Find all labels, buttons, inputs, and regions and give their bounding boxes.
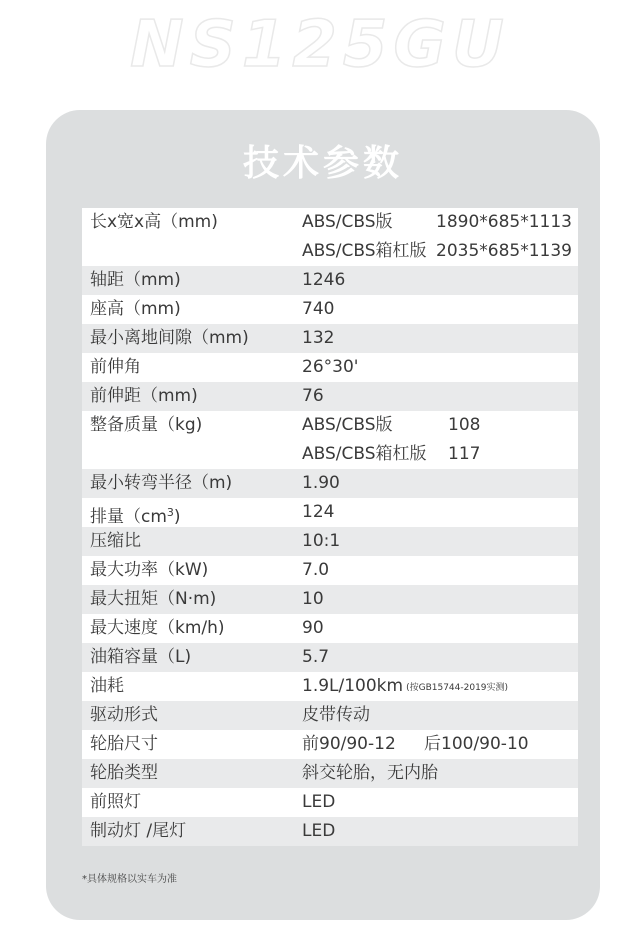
row-value: 10	[302, 589, 324, 609]
measurement-note: (按GB15744-2019实测)	[406, 683, 509, 693]
row-value: ABS/CBS箱杠版	[302, 241, 427, 261]
table-row	[82, 324, 578, 353]
row-value-2: 后100/90-10	[424, 734, 529, 754]
table-row	[82, 730, 578, 759]
row-label: 油耗	[90, 676, 124, 696]
table-row	[82, 643, 578, 672]
table-row	[82, 266, 578, 295]
row-value: 132	[302, 328, 335, 348]
row-value: 前90/90-12	[302, 734, 396, 754]
table-row	[82, 237, 578, 266]
row-value-2: 1890*685*1113	[436, 212, 572, 232]
row-label: 排量$(cm^3)$	[90, 506, 181, 527]
row-label: 前照灯	[90, 792, 141, 812]
row-value: 740	[302, 299, 335, 319]
table-row	[82, 353, 578, 382]
row-value: 1246	[302, 270, 346, 290]
row-label: 长x宽x高（mm)	[90, 212, 218, 232]
table-row	[82, 614, 578, 643]
row-label: 最小离地间隙（mm)	[90, 328, 249, 348]
table-row	[82, 382, 578, 411]
row-label: 最大功率（kW)	[90, 560, 209, 580]
row-label: 最大扭矩（N·m)	[90, 589, 217, 609]
page-title: 技术参数	[242, 143, 403, 184]
table-row	[82, 498, 578, 527]
row-label: 整备质量（kg)	[90, 415, 203, 435]
row-value: 皮带传动	[302, 705, 370, 725]
table-row	[82, 701, 578, 730]
row-label: 压缩比	[90, 531, 141, 551]
row-value: ABS/CBS箱杠版	[302, 444, 427, 464]
row-value: LED	[302, 792, 336, 812]
table-row	[82, 411, 578, 440]
table-row	[82, 469, 578, 498]
row-label: 驱动形式	[90, 705, 158, 725]
row-label: 前伸距（mm)	[90, 386, 198, 406]
row-value-2: 2035*685*1139	[436, 241, 572, 261]
footnote: *具体规格以实车为准	[82, 874, 177, 885]
row-value: 124	[302, 502, 335, 522]
row-label: 座高（mm)	[90, 299, 181, 319]
table-row	[82, 759, 578, 788]
row-label: 轮胎尺寸	[90, 734, 158, 754]
table-row	[82, 585, 578, 614]
brand-logo: NS125GU	[130, 8, 510, 82]
row-value: 斜交轮胎，无内胎	[302, 763, 438, 783]
row-label: 轴距（mm)	[90, 270, 181, 290]
row-value: 90	[302, 618, 324, 638]
row-value: 5.7	[302, 647, 330, 667]
row-value: 1.90	[302, 473, 340, 493]
row-label: 轮胎类型	[90, 763, 158, 783]
table-row	[82, 295, 578, 324]
table-row	[82, 817, 578, 846]
spec-card	[46, 110, 600, 920]
row-value: 76	[302, 386, 324, 406]
table-row	[82, 440, 578, 469]
table-row	[82, 672, 578, 701]
row-value: LED	[302, 821, 336, 841]
table-row	[82, 527, 578, 556]
row-label: 前伸角	[90, 357, 141, 377]
row-label: 最大速度（km/h)	[90, 618, 225, 638]
row-value-2: 108	[448, 415, 481, 435]
table-row	[82, 556, 578, 585]
row-label: 油箱容量（L)	[90, 647, 192, 667]
table-row	[82, 788, 578, 817]
table-row	[82, 208, 578, 237]
spec-table	[82, 208, 578, 846]
row-value: 10:1	[302, 531, 341, 551]
row-value: ABS/CBS版	[302, 212, 393, 232]
row-label: 最小转弯半径（m)	[90, 473, 233, 493]
row-value-2: 117	[448, 444, 481, 464]
row-value: 1.9L/100km (按GB15744-2019实测)	[302, 676, 509, 696]
row-label: 制动灯 /尾灯	[90, 821, 187, 841]
row-value: 26°30'	[302, 357, 359, 377]
row-value: ABS/CBS版	[302, 415, 393, 435]
row-value: 7.0	[302, 560, 330, 580]
